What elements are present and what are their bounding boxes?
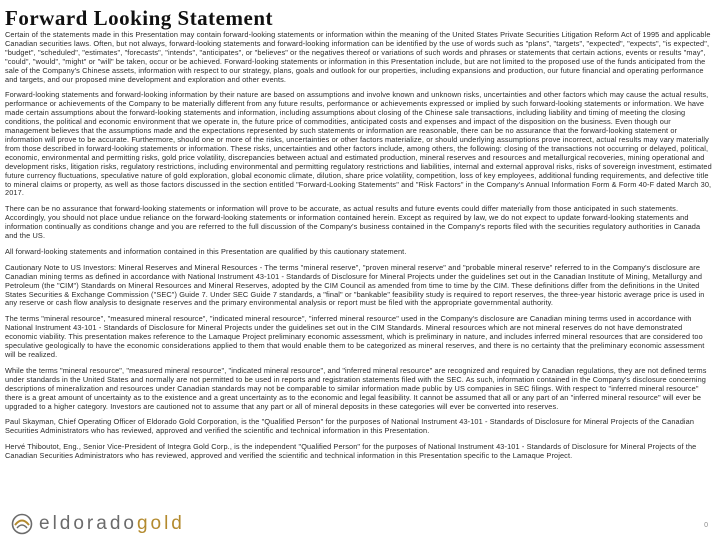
page-title: Forward Looking Statement xyxy=(5,6,273,30)
paragraph-qp-thiboutot: Hervé Thiboutot, Eng., Senior Vice-President of Integra Gold Corp., is the independent "Qualified Person" for the purposes of National Instrument 43-101 - Standards of Disclosure for Mineral Projects of the Canadian Securities Administrators who has reviewed, approved and verified the scientific and technical information in this Presentation specific to the Lamaque Project. xyxy=(5,442,697,461)
logo-text-gold: gold xyxy=(136,513,185,534)
paragraph-forward-looking-intro: Certain of the statements made in this Presentation may contain forward-looking statements or information within the meaning of the United States Private Securities Litigation Reform Act of 1995 and applicable Canadian securities laws. Often, but not always, forward-looking statements and forward-looking information can be identified by the use of words such as "plans", "targets", "expected", "expects", "is expected", "budget", "scheduled", "estimates", "forecasts", "intends", "anticipates", or "believes" or the negatives thereof or variations of such words and phrases or statements that certain actions, events or results "may", "could", "would", "might" or "will" be taken, occur or be achieved. Forward-looking statements or information in this Presentation include, but are not limited to the proposed use of the funds anticipated from the sale of the Company's Chinese assets, information with respect to our strategy, plans, goals and outlook for our properties, including expansions and production, our future financial and operating performance and targets, and our proposed mine development and exploration and other events. xyxy=(5,30,711,84)
eldorado-logo-icon xyxy=(11,513,33,535)
paragraph-us-terms: While the terms "mineral resource", "measured mineral resource", "indicated mineral resource", and "inferred mineral resource" are recognized and required by Canadian regulations, they are not defined terms under standards in the United States and normally are not permitted to be used in reports and registration statements filed with the SEC. As such, information contained in the Company's disclosure concerning descriptions of mineralization and resources under Canadian standards may not be comparable to similar information made public by US companies in SEC filings. With respect to "inferred mineral resource" there is a great amount of uncertainty as to the existence and a great uncertainty as to the economic and legal feasibility. It cannot be assumed that all or any part of an "inferred mineral resource" will ever be upgraded to a higher category. Investors are cautioned not to assume that any part or all of mineral deposits in these categories will ever be converted into reserves. xyxy=(5,365,707,411)
page-number: 0 xyxy=(704,522,708,529)
paragraph-no-assurance: There can be no assurance that forward-looking statements or information will prove to be accurate, as actual results and future events could differ materially from those anticipated in such statements. Accordingly, you should not place undue reliance on the forward-looking statements or information contained herein. Except as required by law, we do not expect to update forward-looking statements and information continually as conditions change and you are referred to the full discussion of the Company's business contained in the Company's reports filed with the securities regulatory authorities in Canada and the US. xyxy=(5,204,701,241)
paragraph-qualified: All forward-looking statements and information contained in this Presentation are qualified by this cautionary statement. xyxy=(5,246,407,256)
logo-text-eldorado: eldorado xyxy=(39,513,137,534)
logo-wordmark xyxy=(39,513,185,535)
paragraph-mineral-resources: The terms "mineral resource", "measured mineral resource", "indicated mineral resource", "inferred mineral resource" used in the Company's disclosure are Canadian mining terms used in accordance with National Instrument 43-101 - Standards of Disclosure for Mineral Projects under the guidelines set out in the CIM Standards. Mineral resources which are not mineral reserves do not have demonstrated economic viability. This presentation makes reference to the Lamaque Project preliminary economic assessment, which is preliminary in nature, and includes inferred mineral resources that are considered too speculative geologically to have the economic considerations applied to them that would enable them to be categorized as mineral reserves, and there is no certainty that the preliminary economic assessment will be realized. xyxy=(5,314,705,359)
paragraph-qp-skayman: Paul Skayman, Chief Operating Officer of Eldorado Gold Corporation, is the "Qualified Person" for the purposes of National Instrument 43-101 - Standards of Disclosure for Mineral Projects of the Canadian Securities Administrators who has reviewed, approved and verified the scientific and technical information in this Presentation. xyxy=(5,417,695,436)
paragraph-us-investors: Cautionary Note to US Investors: Mineral Reserves and Mineral Resources - The terms "mineral reserve", "proven mineral reserve" and "probable mineral reserve" referred to in the Company's disclosure are Canadian mining terms as defined in accordance with National Instrument 43-101 - Standards of Disclosure for Mineral Projects under the guidelines set out in the Canadian Institute of Mining, Metallurgy and Petroleum (the "CIM") Standards on Mineral Resources and Mineral Reserves, adopted by the CIM Council as amended from time to time by the CIM. These definitions differ from the definitions in the United States Securities & Exchange Commission ("SEC") Guide 7. Under SEC Guide 7 standards, a "final" or "bankable" feasibility study is required to report reserves, the three-year historic average price is used in any reserve or cash flow analysis to designate reserves and the primary environmental analysis or report must be filed with the appropriate governmental authority. xyxy=(5,262,705,308)
company-logo xyxy=(11,512,185,536)
disclaimer-body xyxy=(5,31,714,468)
paragraph-risks: Forward-looking statements and forward-looking information by their nature are based on assumptions and involve known and unknown risks, uncertainties and other factors which may cause the actual results, performance or achievements of the Company to be materially different from any future results, performance or achievements expressed or implied by such forward-looking statements or information. We have made certain assumptions about the forward-looking statements and information, including assumptions about closing of the Chinese sale transactions, including liability and timing of meeting the closing conditions, the political and economic environment that we operate in, the future price of commodities, anticipated costs and expenses and impact of the disposition on the business. Even though our management believes that the assumptions made and the expectations represented by such statements or information are reasonable, there can be no assurance that the forward-looking statement or information will prove to be accurate. Furthermore, should one or more of the risks, uncertainties or other factors materialize, or should underlying assumptions prove incorrect, actual results may vary materially from those described in forward-looking statements or information. These risks, uncertainties and other factors include, among others, the following: closing of the transactions not occurring or delayed, political, economic, environmental and permitting risks, gold price volatility, discrepancies between actual and estimated production, mineral reserves and resources and metallurgical recoveries, mining operational and development risks, litigation risks, regulatory restrictions, including environmental and permitting regulatory restrictions and liabilities, internal and external approval risks, risks of sovereign investment, estimated future currency fluctuations, speculative nature of gold exploration, global economic climate, dilution, share price volatility, competition, loss of key employees, additional funding requirements, and defective title to mineral claims or property, as well as those factors discussed in the section entitled "Forward-Looking Statements" and "Risk Factors" in the Company's Annual Information Form & Form 40-F dated March 30, 2017. xyxy=(5,90,712,198)
